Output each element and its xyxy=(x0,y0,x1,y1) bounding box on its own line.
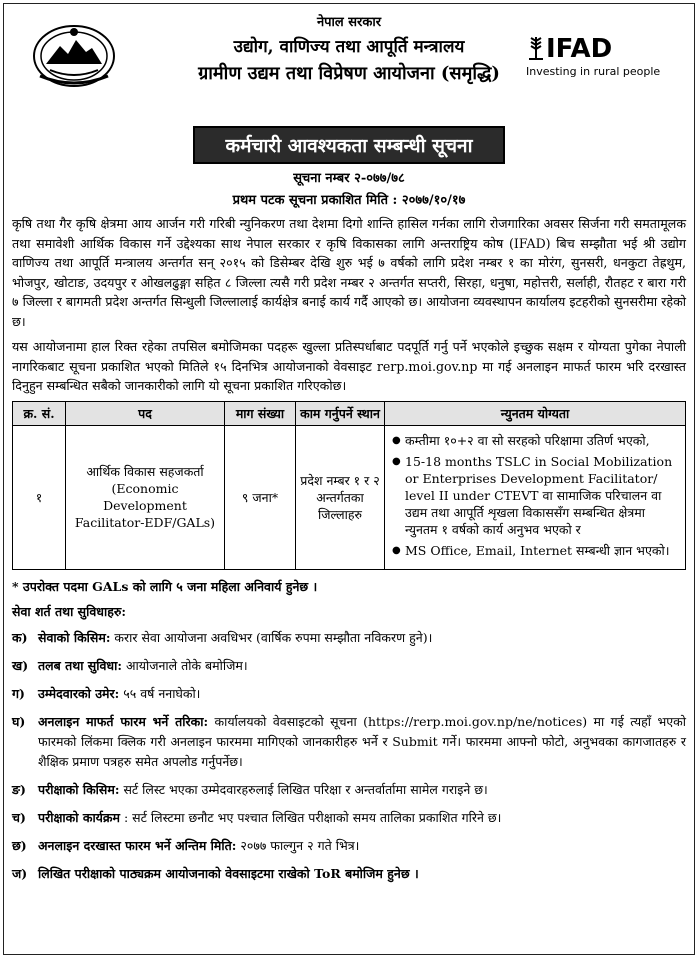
term-text: करार सेवा आयोजना अवधिभर (वार्षिक रुपमा सम्झौता नविकरण हुने)। xyxy=(110,629,433,645)
cell-demand: ९ जना* xyxy=(225,425,296,569)
term-key: ङ) xyxy=(12,781,26,797)
term-label: परीक्षाको किसिम: xyxy=(38,781,120,797)
cell-post: आर्थिक विकास सहजकर्ता (Economic Development Facilitator-EDF/GALs) xyxy=(66,425,225,569)
col-post: पद xyxy=(66,401,225,425)
term-key: छ) xyxy=(12,837,27,853)
terms-heading: सेवा शर्त तथा सुविधाहरु: xyxy=(12,603,126,619)
term-key: ग) xyxy=(12,685,25,701)
col-location: काम गर्नुपर्ने स्थान xyxy=(296,401,385,425)
term-key: च) xyxy=(12,809,26,825)
term-item xyxy=(12,628,686,648)
gal-note: * उपरोक्त पदमा GALs को लागि ५ जना महिला अनिवार्य हुनेछ । xyxy=(12,578,318,594)
ifad-wordmark xyxy=(526,34,676,64)
list-item: ● 15-18 months TSLC in Social Mobilization or Enterprises Development Facilitator/ level II under CTEVT वा सामाजिक परिचालन वा उद्यम तथा आपूर्ति शृखला विकाससँग सम्बन्धित क्षेत्रमा न्युनतम १ वर्षको कार्य अनुभव भएको र xyxy=(405,453,679,538)
term-item xyxy=(12,684,686,704)
notice-page xyxy=(3,3,695,955)
term-item xyxy=(12,780,686,800)
notice-number: सूचना नम्बर २-०७७/७८ xyxy=(293,171,405,186)
term-label: अनलाइन दरखास्त फारम भर्ने अन्तिम मिति: xyxy=(38,837,237,853)
vacancy-paragraph: यस आयोजनामा हाल रिक्त रहेका तपसिल बमोजिमका पदहरू खुल्ला प्रतिस्पर्धाबाट पदपूर्ति गर्नु पर्ने भएकोले इच्छुक सक्षम र योग्यता पुगेका नेपाली नागरिकबाट सूचना प्रकाशित भएको मितिले १५ दिनभित्र आयोजनाको वेवसाइट rerp.moi.gov.np मा गई अनलाइन माफर्त फारम भरि दरखास्त दिनुहुन सम्बन्धित सबैको जानकारीको लागि यो सूचना प्रकाशित गरिएकोछ। xyxy=(12,339,686,393)
intro-paragraph: कृषि तथा गैर कृषि क्षेत्रमा आय आर्जन गरी गरिबी न्युनिकरण तथा देशमा दिगो शान्ति हासिल गर्नका लागि रोजगारिका अवसर सिर्जना गरी समतामूलक तथा समावेशी आर्थिक विकास गर्ने उद्देश्यका साथ नेपाल सरकार र कृषि विकासका लागि अन्तराष्ट्रिय कोष (IFAD) बिच सम्झौता भई श्री उद्योग वाणिज्य तथा आपूर्ति मन्त्रालय अन्तर्गत सन् २०१५ को डिसेम्बर देखि शुरु भई ७ वर्षको लागि प्रदेश नम्बर १ का मोरंग, सुनसरी, धनकुटा तेह्रथुम, भोजपुर, खोटाङ, उदयपुर र ओखलढुङ्गा सहित ८ जिल्ला त्यसै गरी प्रदेश नम्बर २ अन्तर्गत सप्तरी, सिरहा, धनुषा, महोत्तरी, सर्लाही, रौतहट र बारा गरी ७ जिल्ला र बागमती प्रदेश अन्तर्गत सिन्धुली जिल्लालाई कार्यक्षेत्र बनाई कार्य गर्दै आएको छ। आयोजना व्यवस्थापन कार्यालय इटहरीको सुनसरीमा रहेको छ। xyxy=(12,216,686,329)
term-text: सर्ट लिस्ट भएका उम्मेदवारहरुलाई लिखित परिक्षा र अन्तर्वार्तामा सामेल गराइने छ। xyxy=(119,781,488,797)
wheat-icon xyxy=(526,35,546,61)
term-item xyxy=(12,656,686,676)
col-demand: माग संख्या xyxy=(225,401,296,425)
list-item: ● MS Office, Email, Internet सम्बन्धी ज्ञान भएको। xyxy=(405,542,679,559)
table-header-row xyxy=(13,401,686,425)
nepal-emblem-icon xyxy=(30,20,118,90)
ifad-logo-text: IFAD xyxy=(546,34,613,64)
cell-sn: १ xyxy=(13,425,66,569)
ifad-logo xyxy=(526,34,676,94)
term-label: उम्मेदवारको उमेर: xyxy=(38,685,120,701)
term-text: आयोजनाले तोके बमोजिम। xyxy=(121,657,248,673)
term-text: ५५ वर्ष ननाघेको। xyxy=(119,685,201,701)
term-item xyxy=(12,836,686,856)
term-item xyxy=(12,808,686,828)
list-item: ● कम्तीमा १०+२ वा सो सरहको परिक्षामा उतिर्ण भएको, xyxy=(405,432,679,449)
ministry-title: उद्योग, वाणिज्य तथा आपूर्ति मन्त्रालय xyxy=(233,37,465,57)
col-sn: क्र. सं. xyxy=(13,401,66,425)
term-key: ख) xyxy=(12,657,29,673)
col-qualification: न्युनतम योग्यता xyxy=(385,401,686,425)
cell-location: प्रदेश नम्बर १ र २ अन्तर्गतका जिल्लाहरु xyxy=(296,425,385,569)
ifad-tagline: Investing in rural people xyxy=(526,65,661,78)
vacancy-table xyxy=(12,401,686,570)
cell-qualification xyxy=(385,425,686,569)
table-row xyxy=(13,425,686,569)
government-title: नेपाल सरकार xyxy=(316,15,382,30)
term-text: २०७७ फाल्गुन २ गते भित्र। xyxy=(236,837,360,853)
term-label: तलब तथा सुविधा: xyxy=(38,657,122,673)
published-date: प्रथम पटक सूचना प्रकाशित मिति : २०७७/१०/१७ xyxy=(232,193,466,208)
notice-banner: कर्मचारी आवश्यकता सम्बन्धी सूचना xyxy=(193,126,504,164)
term-key: घ) xyxy=(12,713,26,729)
qualification-list xyxy=(391,432,679,559)
header xyxy=(12,12,686,132)
term-key: क) xyxy=(12,629,28,645)
term-item xyxy=(12,864,686,884)
project-title: ग्रामीण उद्यम तथा विप्रेषण आयोजना (समृद्धि) xyxy=(198,63,500,84)
term-label: लिखित परीक्षाको पाठ्यक्रम आयोजनाको वेवसाइटमा राखेको ToR बमोजिम हुनेछ । xyxy=(38,865,419,881)
term-label: अनलाइन माफर्त फारम भर्ने तरिका: xyxy=(38,713,209,729)
term-text: कार्यालयको वेवसाइटको सूचना (https://rerp.moi.gov.np/ne/notices) मा गई त्यहाँ भएको फारमको लिंकमा क्लिक गरी अनलाइन फारममा मागिएको जानकारीहरु भर्ने र Submit गर्ने। फारममा आफ्नो फोटो, अनुभवका कागजातहरु र शैक्षिक प्रमाण पत्रहरु समेत अपलोड गर्नुपर्नेछ। xyxy=(38,713,686,769)
term-item xyxy=(12,712,686,772)
term-text: : सर्ट लिस्टमा छनौट भए पश्चात लिखित परीक्षाको समय तालिका प्रकाशित गरिने छ। xyxy=(120,809,502,825)
term-label: परीक्षाको कार्यक्रम xyxy=(38,809,121,825)
term-key: ज) xyxy=(12,865,28,881)
term-label: सेवाको किसिम: xyxy=(38,629,111,645)
